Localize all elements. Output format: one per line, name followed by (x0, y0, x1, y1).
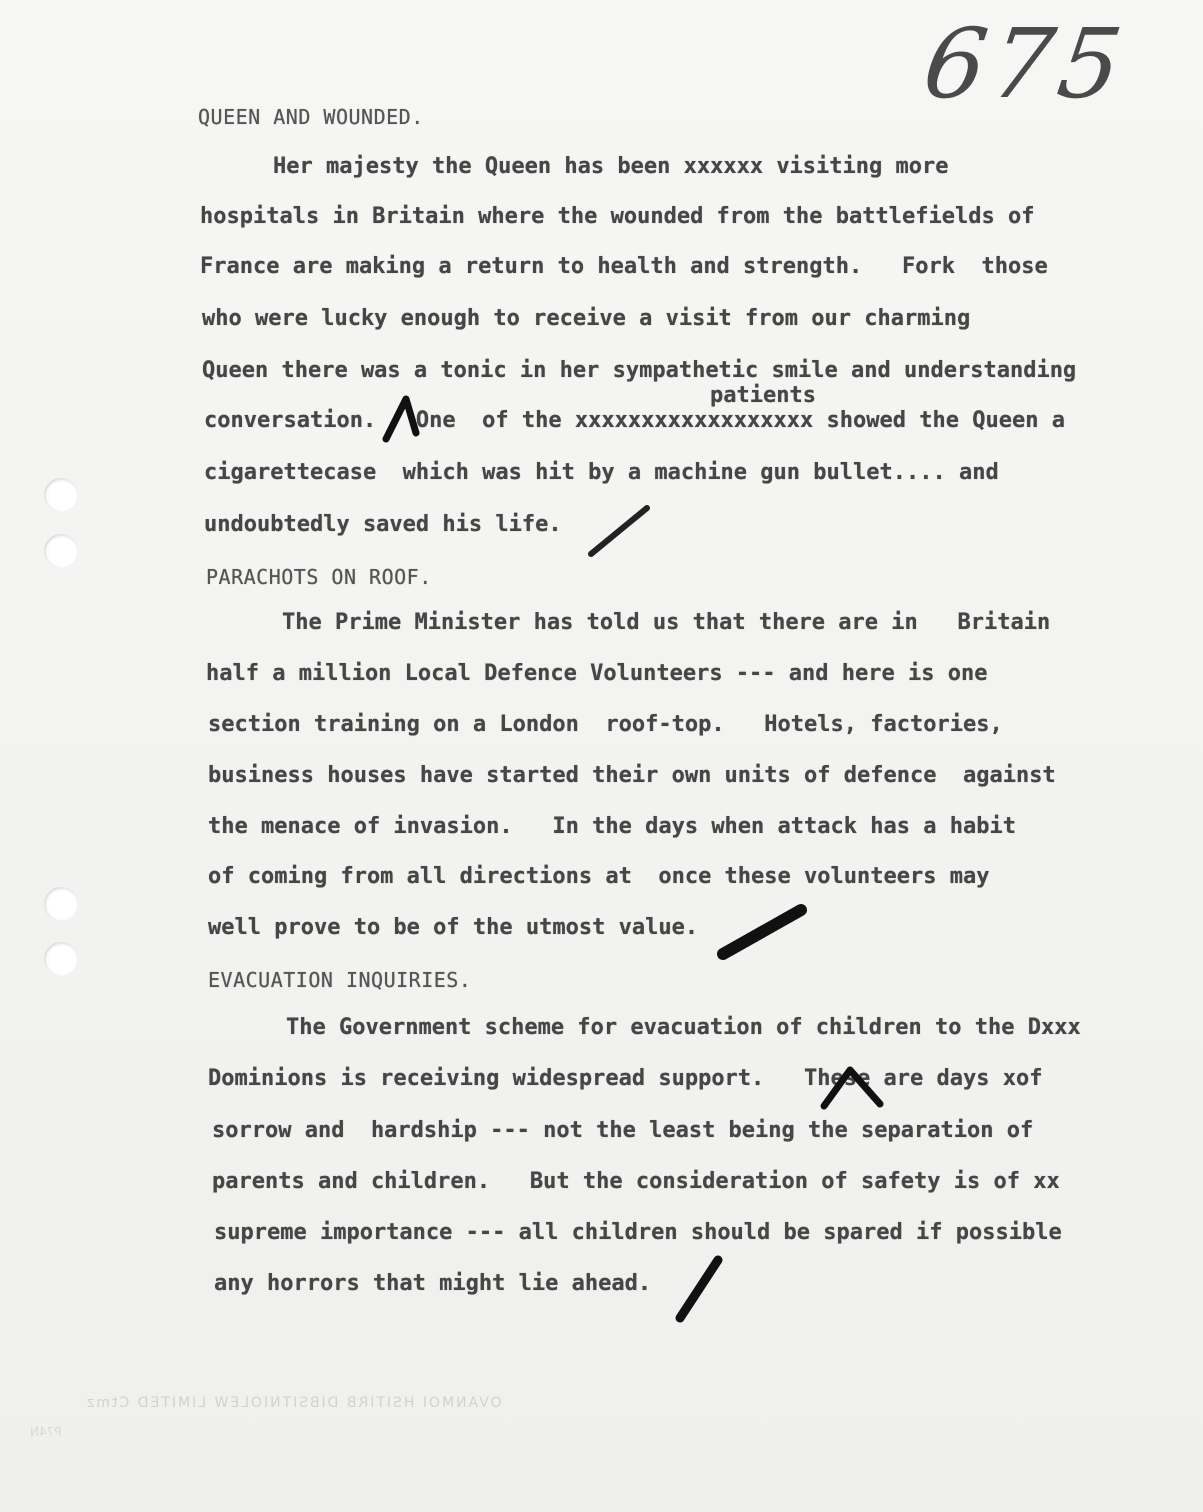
text-line: Dominions is receiving widespread support. These are days xof (208, 1066, 1043, 1091)
text-line: who were lucky enough to receive a visit from our charming (202, 306, 971, 331)
footer-text: OVANMOI HSITIRB DIBSITNIOLEW LIMITED Ctmz (85, 1395, 502, 1411)
text-line: well prove to be of the utmost value. (208, 915, 699, 940)
text-line: parents and children. But the consideration of safety is of xx (212, 1169, 1060, 1194)
punch-hole (44, 887, 78, 921)
text-line: supreme importance --- all children should be spared if possible (214, 1220, 1062, 1245)
text-line: Queen there was a tonic in her sympathetic smile and understanding (202, 358, 1077, 383)
insertion-caret-mark (382, 393, 432, 443)
text-line: conversation. One of the xxxxxxxxxxxxxxxxxx showed the Queen a (204, 408, 1065, 433)
text-line: hospitals in Britain where the wounded from the battlefields of (200, 204, 1035, 229)
slash-mark (585, 500, 655, 560)
text-line: France are making a return to health and strength. Fork those (200, 254, 1048, 279)
text-line: cigarettecase which was hit by a machine gun bullet.... and (204, 460, 999, 485)
text-line: The Government scheme for evacuation of children to the Dxxx (286, 1015, 1081, 1040)
text-line: half a million Local Defence Volunteers --- and here is one (206, 661, 988, 686)
punch-hole (44, 478, 78, 512)
punch-hole (44, 942, 78, 976)
section-heading: QUEEN AND WOUNDED. (198, 105, 424, 129)
text-line: business houses have started their own units of defence against (208, 763, 1056, 788)
punch-hole (44, 534, 78, 568)
text-line: undoubtedly saved his life. (204, 512, 562, 537)
footer-code: P74N (30, 1425, 62, 1439)
insertion-text: patients (710, 383, 816, 408)
slash-mark (715, 900, 810, 962)
page-number: 675 (917, 8, 1135, 120)
insertion-caret-mark (818, 1062, 888, 1112)
section-heading: EVACUATION INQUIRIES. (208, 968, 472, 992)
text-line: any horrors that might lie ahead. (214, 1271, 652, 1296)
text-line: The Prime Minister has told us that there are in Britain (282, 610, 1051, 635)
text-line: the menace of invasion. In the days when attack has a habit (208, 814, 1016, 839)
text-line: section training on a London roof-top. Hotels, factories, (208, 712, 1003, 737)
text-line: Her majesty the Queen has been xxxxxx visiting more (273, 154, 949, 179)
text-line: of coming from all directions at once these volunteers may (208, 864, 990, 889)
text-line: sorrow and hardship --- not the least being the separation of (212, 1118, 1034, 1143)
slash-mark (670, 1252, 730, 1326)
section-heading: PARACHOTS ON ROOF. (206, 565, 432, 589)
